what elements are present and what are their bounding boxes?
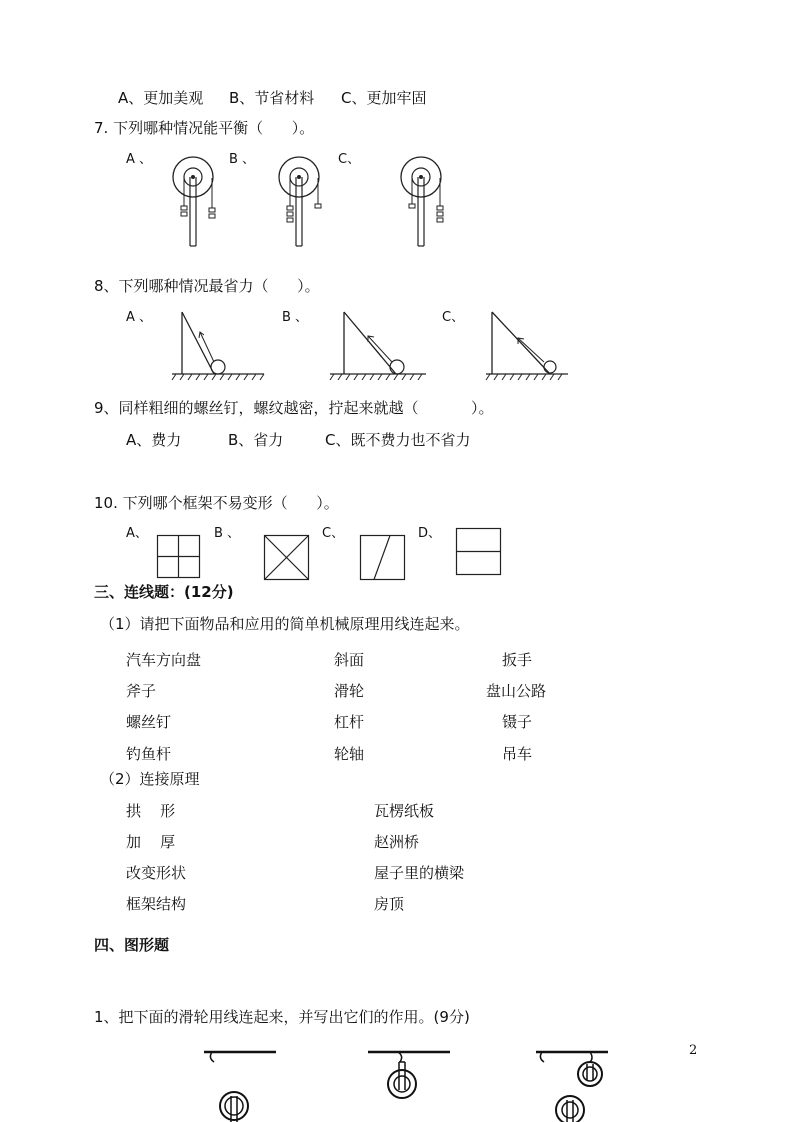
q8-label-b: B 、 bbox=[282, 310, 309, 325]
q6-option-b: B、节省材料 bbox=[229, 89, 315, 107]
pulley-drawing-1 bbox=[196, 1046, 286, 1122]
section3-title: 三、连线题：(12分) bbox=[94, 583, 234, 601]
match1-col3-item: 扳手 bbox=[502, 651, 533, 669]
q10-stem: 10. 下列哪个框架不易变形（ ）。 bbox=[94, 494, 339, 512]
q7-stem: 7. 下列哪种情况能平衡（ ）。 bbox=[94, 119, 315, 137]
match1-col3-item: 盘山公路 bbox=[486, 682, 547, 700]
match2-right-item: 赵洲桥 bbox=[374, 833, 420, 851]
q10-frame-b-cross bbox=[264, 535, 310, 581]
match2-left-item: 改变形状 bbox=[126, 864, 187, 882]
section4-title: 四、图形题 bbox=[94, 936, 170, 954]
q8-label-c: C、 bbox=[442, 310, 465, 325]
q10-label-d: D、 bbox=[418, 526, 442, 541]
q8-stem: 8、下列哪种情况最省力（ ）。 bbox=[94, 277, 320, 295]
match2-right-item: 房顶 bbox=[374, 895, 405, 913]
section3-part2-instruction: （2）连接原理 bbox=[100, 770, 200, 788]
page-number: 2 bbox=[689, 1043, 698, 1058]
match1-col2-item: 斜面 bbox=[334, 651, 365, 669]
q9-option-c: C、既不费力也不省力 bbox=[325, 431, 471, 449]
q10-label-a: A、 bbox=[126, 526, 148, 541]
q7-label-b: B 、 bbox=[229, 152, 256, 167]
q10-frame-a-grid bbox=[157, 535, 201, 579]
q6-option-a: A、更加美观 bbox=[118, 89, 204, 107]
q7-label-c: C、 bbox=[338, 152, 361, 167]
match1-col2-item: 杠杆 bbox=[334, 713, 365, 731]
section4-q1-stem: 1、把下面的滑轮用线连起来，并写出它们的作用。(9分) bbox=[94, 1008, 470, 1026]
q7-pulley-diagram-a bbox=[170, 156, 230, 251]
section3-part1-instruction: （1）请把下面物品和应用的简单机械原理用线连起来。 bbox=[100, 615, 470, 633]
q9-option-a: A、费力 bbox=[126, 431, 182, 449]
q10-label-c: C、 bbox=[322, 526, 345, 541]
match1-col3-item: 镊子 bbox=[502, 713, 533, 731]
match1-col3-item: 吊车 bbox=[502, 745, 533, 763]
match2-left-item: 框架结构 bbox=[126, 895, 187, 913]
q8-incline-diagram-c bbox=[486, 310, 572, 382]
match2-left-item: 拱 形 bbox=[126, 802, 176, 820]
pulley-drawing-2 bbox=[364, 1046, 454, 1106]
q6-option-c: C、更加牢固 bbox=[341, 89, 427, 107]
match1-col1-item: 钓鱼杆 bbox=[126, 745, 172, 763]
q8-incline-diagram-b bbox=[330, 310, 430, 382]
match2-right-item: 屋子里的横梁 bbox=[374, 864, 465, 882]
match2-left-item: 加 厚 bbox=[126, 833, 176, 851]
q8-label-a: A 、 bbox=[126, 310, 153, 325]
q8-incline-diagram-a bbox=[172, 310, 267, 382]
q10-frame-d-halves bbox=[456, 528, 502, 576]
match2-right-item: 瓦楞纸板 bbox=[374, 802, 435, 820]
q9-stem: 9、同样粗细的螺丝钉，螺纹越密，拧起来就越（ ）。 bbox=[94, 399, 494, 417]
match1-col1-item: 汽车方向盘 bbox=[126, 651, 202, 669]
match1-col1-item: 螺丝钉 bbox=[126, 713, 172, 731]
match1-col2-item: 滑轮 bbox=[334, 682, 365, 700]
q10-label-b: B 、 bbox=[214, 526, 241, 541]
q7-label-a: A 、 bbox=[126, 152, 153, 167]
q9-option-b: B、省力 bbox=[228, 431, 284, 449]
match1-col1-item: 斧子 bbox=[126, 682, 157, 700]
q7-pulley-diagram-b bbox=[276, 156, 336, 251]
q7-pulley-diagram-c bbox=[398, 156, 458, 251]
q10-frame-c-diagonal bbox=[360, 535, 406, 581]
match1-col2-item: 轮轴 bbox=[334, 745, 365, 763]
pulley-drawing-3 bbox=[532, 1046, 622, 1122]
